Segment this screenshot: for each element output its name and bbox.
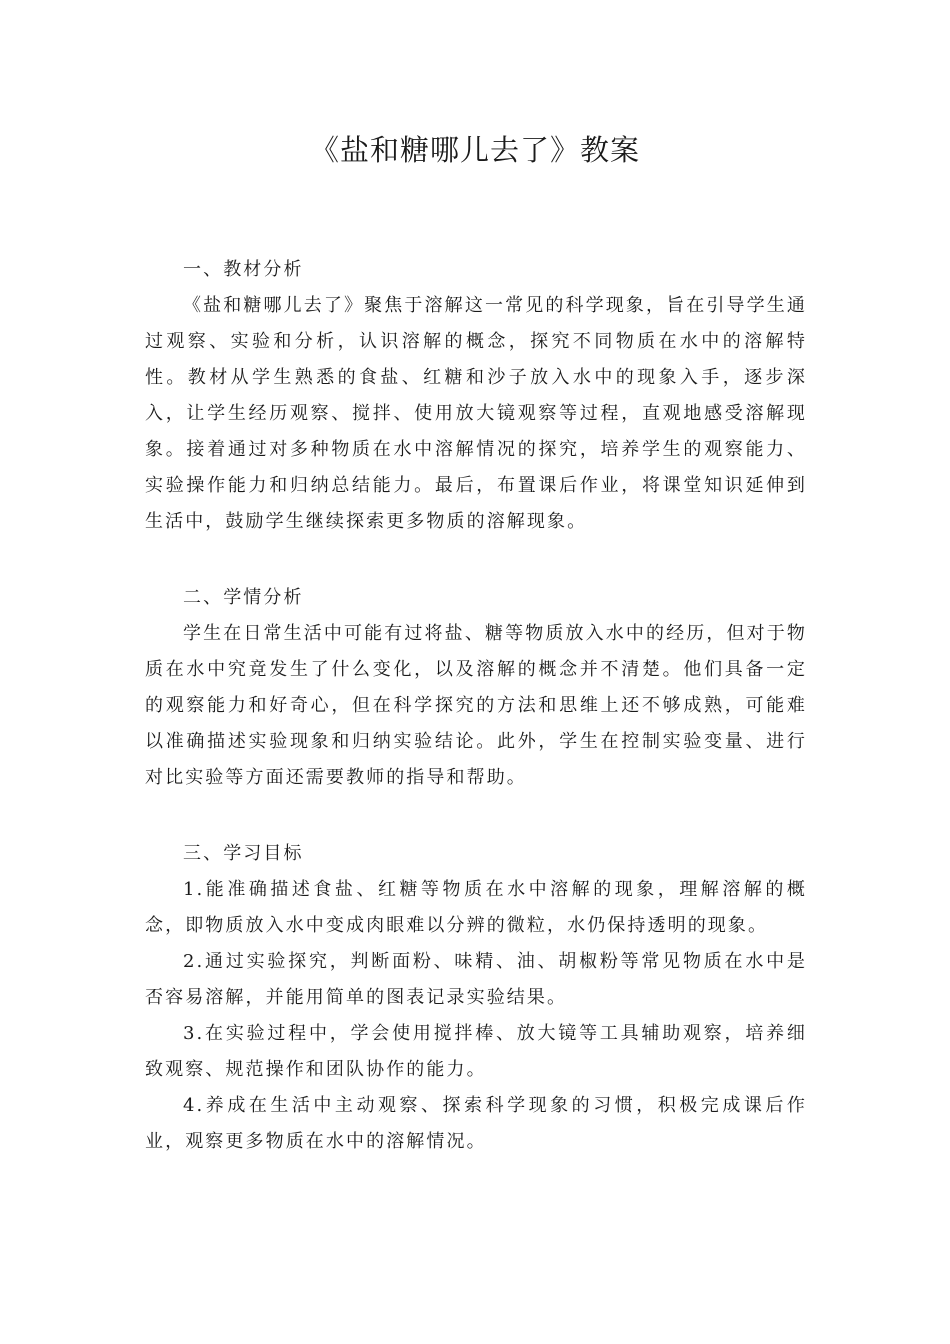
objective-item: 3.在实验过程中，学会使用搅拌棒、放大镜等工具辅助观察，培养细致观察、规范操作和团队协作的能力。 [145, 1023, 807, 1080]
section-heading: 一、教材分析 [183, 259, 304, 280]
page-title: 《盐和糖哪儿去了》教案 [309, 133, 640, 167]
section-heading: 二、学情分析 [183, 587, 304, 608]
section-heading: 三、学习目标 [183, 843, 304, 864]
paragraph: 学生在日常生活中可能有过将盐、糖等物质放入水中的经历，但对于物质在水中究竟发生了什么变化，以及溶解的概念并不清楚。他们具备一定的观察能力和好奇心，但在科学探究的方法和思维上还不够成熟，可能难以准确描述实验现象和归纳实验结论。此外，学生在控制实验变量、进行对比实验等方面还需要教师的指导和帮助。 [145, 623, 807, 788]
section-learning-objectives [145, 836, 807, 1160]
section-student-analysis [145, 580, 807, 796]
objective-item: 2.通过实验探究，判断面粉、味精、油、胡椒粉等常见物质在水中是否容易溶解，并能用简单的图表记录实验结果。 [145, 951, 807, 1008]
objective-item: 1.能准确描述食盐、红糖等物质在水中溶解的现象，理解溶解的概念，即物质放入水中变成肉眼难以分辨的微粒，水仍保持透明的现象。 [145, 879, 807, 936]
section-textbook-analysis [145, 252, 807, 540]
objective-item: 4.养成在生活中主动观察、探索科学现象的习惯，积极完成课后作业，观察更多物质在水中的溶解情况。 [145, 1095, 807, 1152]
paragraph: 《盐和糖哪儿去了》聚焦于溶解这一常见的科学现象，旨在引导学生通过观察、实验和分析，认识溶解的概念，探究不同物质在水中的溶解特性。教材从学生熟悉的食盐、红糖和沙子放入水中的现象入手，逐步深入，让学生经历观察、搅拌、使用放大镜观察等过程，直观地感受溶解现象。接着通过对多种物质在水中溶解情况的探究，培养学生的观察能力、实验操作能力和归纳总结能力。最后，布置课后作业，将课堂知识延伸到生活中，鼓励学生继续探索更多物质的溶解现象。 [145, 295, 807, 532]
document-body [145, 252, 807, 1200]
